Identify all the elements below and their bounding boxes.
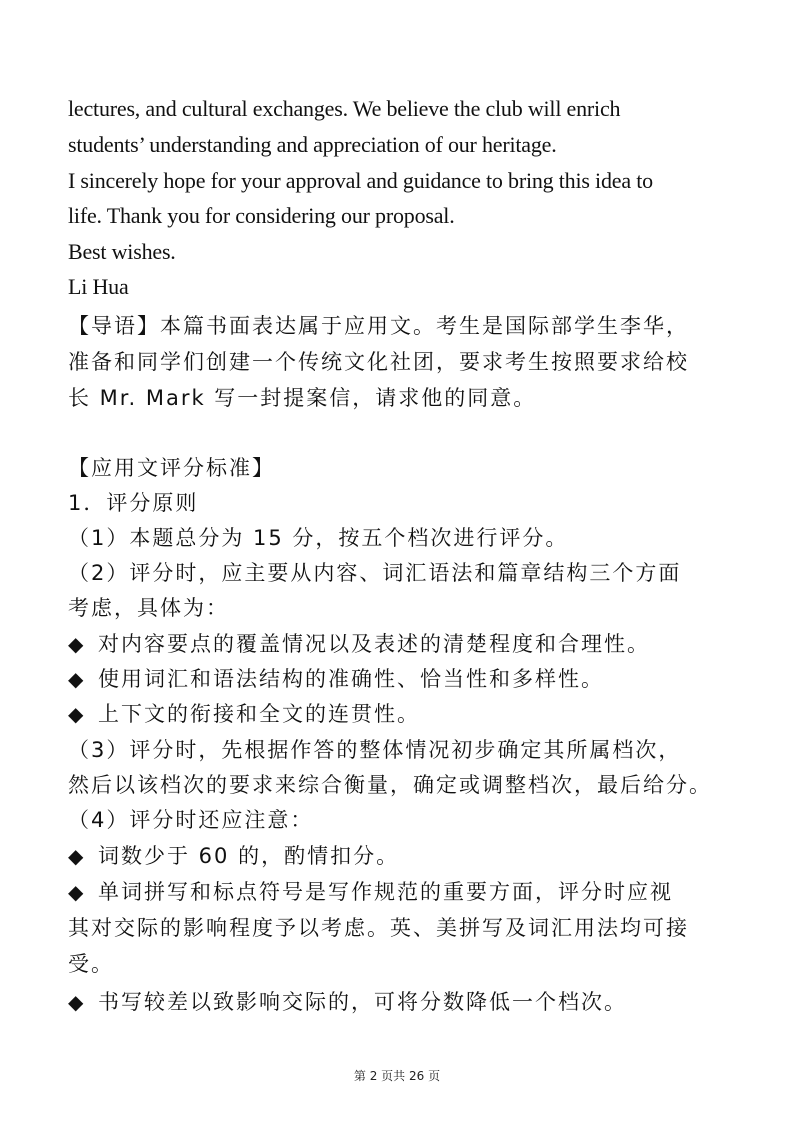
- bullet-text: 书写较差以致影响交际的，可将分数降低一个档次。: [98, 990, 627, 1014]
- bullet-content-coverage: [68, 628, 734, 658]
- criteria-item-2-line-1: （2）评分时，应主要从内容、词汇语法和篇章结构三个方面: [68, 561, 682, 585]
- bullet-word-count: [68, 840, 734, 870]
- bullet-spelling-line-1: [68, 876, 734, 906]
- bullet-text: 词数少于 60 的，酌情扣分。: [98, 844, 400, 868]
- letter-signature: Li Hua: [68, 274, 129, 299]
- intro-line-2: 准备和同学们创建一个传统文化社团，要求考生按照要求给校: [68, 350, 689, 374]
- bullet-spelling-line-3: 受。: [68, 952, 114, 976]
- diamond-bullet-icon: ◆: [68, 844, 86, 868]
- bullet-text: 对内容要点的覆盖情况以及表述的清楚程度和合理性。: [98, 632, 650, 656]
- criteria-item-4: （4）评分时还应注意：: [68, 808, 314, 832]
- criteria-item-3-line-2: 然后以该档次的要求来综合衡量，确定或调整档次，最后给分。: [68, 773, 712, 797]
- diamond-bullet-icon: ◆: [68, 990, 86, 1014]
- bullet-text: 使用词汇和语法结构的准确性、恰当性和多样性。: [98, 667, 604, 691]
- bullet-vocab-grammar: [68, 663, 734, 693]
- criteria-item-3-line-1: （3）评分时，先根据作答的整体情况初步确定其所属档次，: [68, 738, 682, 762]
- bullet-handwriting: [68, 986, 734, 1016]
- bullet-text: 单词拼写和标点符号是写作规范的重要方面，评分时应视: [98, 880, 673, 904]
- diamond-bullet-icon: ◆: [68, 667, 86, 691]
- intro-line-1: 【导语】本篇书面表达属于应用文。考生是国际部学生李华，: [68, 314, 689, 338]
- bullet-text: 上下文的衔接和全文的连贯性。: [98, 702, 420, 726]
- diamond-bullet-icon: ◆: [68, 632, 86, 656]
- bullet-coherence: [68, 698, 734, 728]
- letter-closing: Best wishes.: [68, 239, 176, 264]
- diamond-bullet-icon: ◆: [68, 880, 86, 904]
- criteria-item-2-line-2: 考虑，具体为：: [68, 596, 229, 620]
- bullet-spelling-line-2: 其对交际的影响程度予以考虑。英、美拼写及词汇用法均可接: [68, 916, 689, 940]
- diamond-bullet-icon: ◆: [68, 702, 86, 726]
- criteria-title: 【应用文评分标准】: [68, 456, 275, 480]
- criteria-item-1: （1）本题总分为 15 分，按五个档次进行评分。: [68, 526, 569, 550]
- letter-line-3: I sincerely hope for your approval and guidance to bring this idea to: [68, 168, 653, 193]
- letter-line-2: students’ understanding and appreciation of our heritage.: [68, 132, 557, 157]
- page-number: 第 2 页共 26 页: [353, 1069, 441, 1083]
- criteria-section-1: 1．评分原则: [68, 491, 199, 515]
- letter-line-4: life. Thank you for considering our proposal.: [68, 203, 455, 228]
- letter-line-1: lectures, and cultural exchanges. We believe the club will enrich: [68, 96, 621, 121]
- intro-line-3: 长 Mr. Mark 写一封提案信，请求他的同意。: [68, 386, 537, 410]
